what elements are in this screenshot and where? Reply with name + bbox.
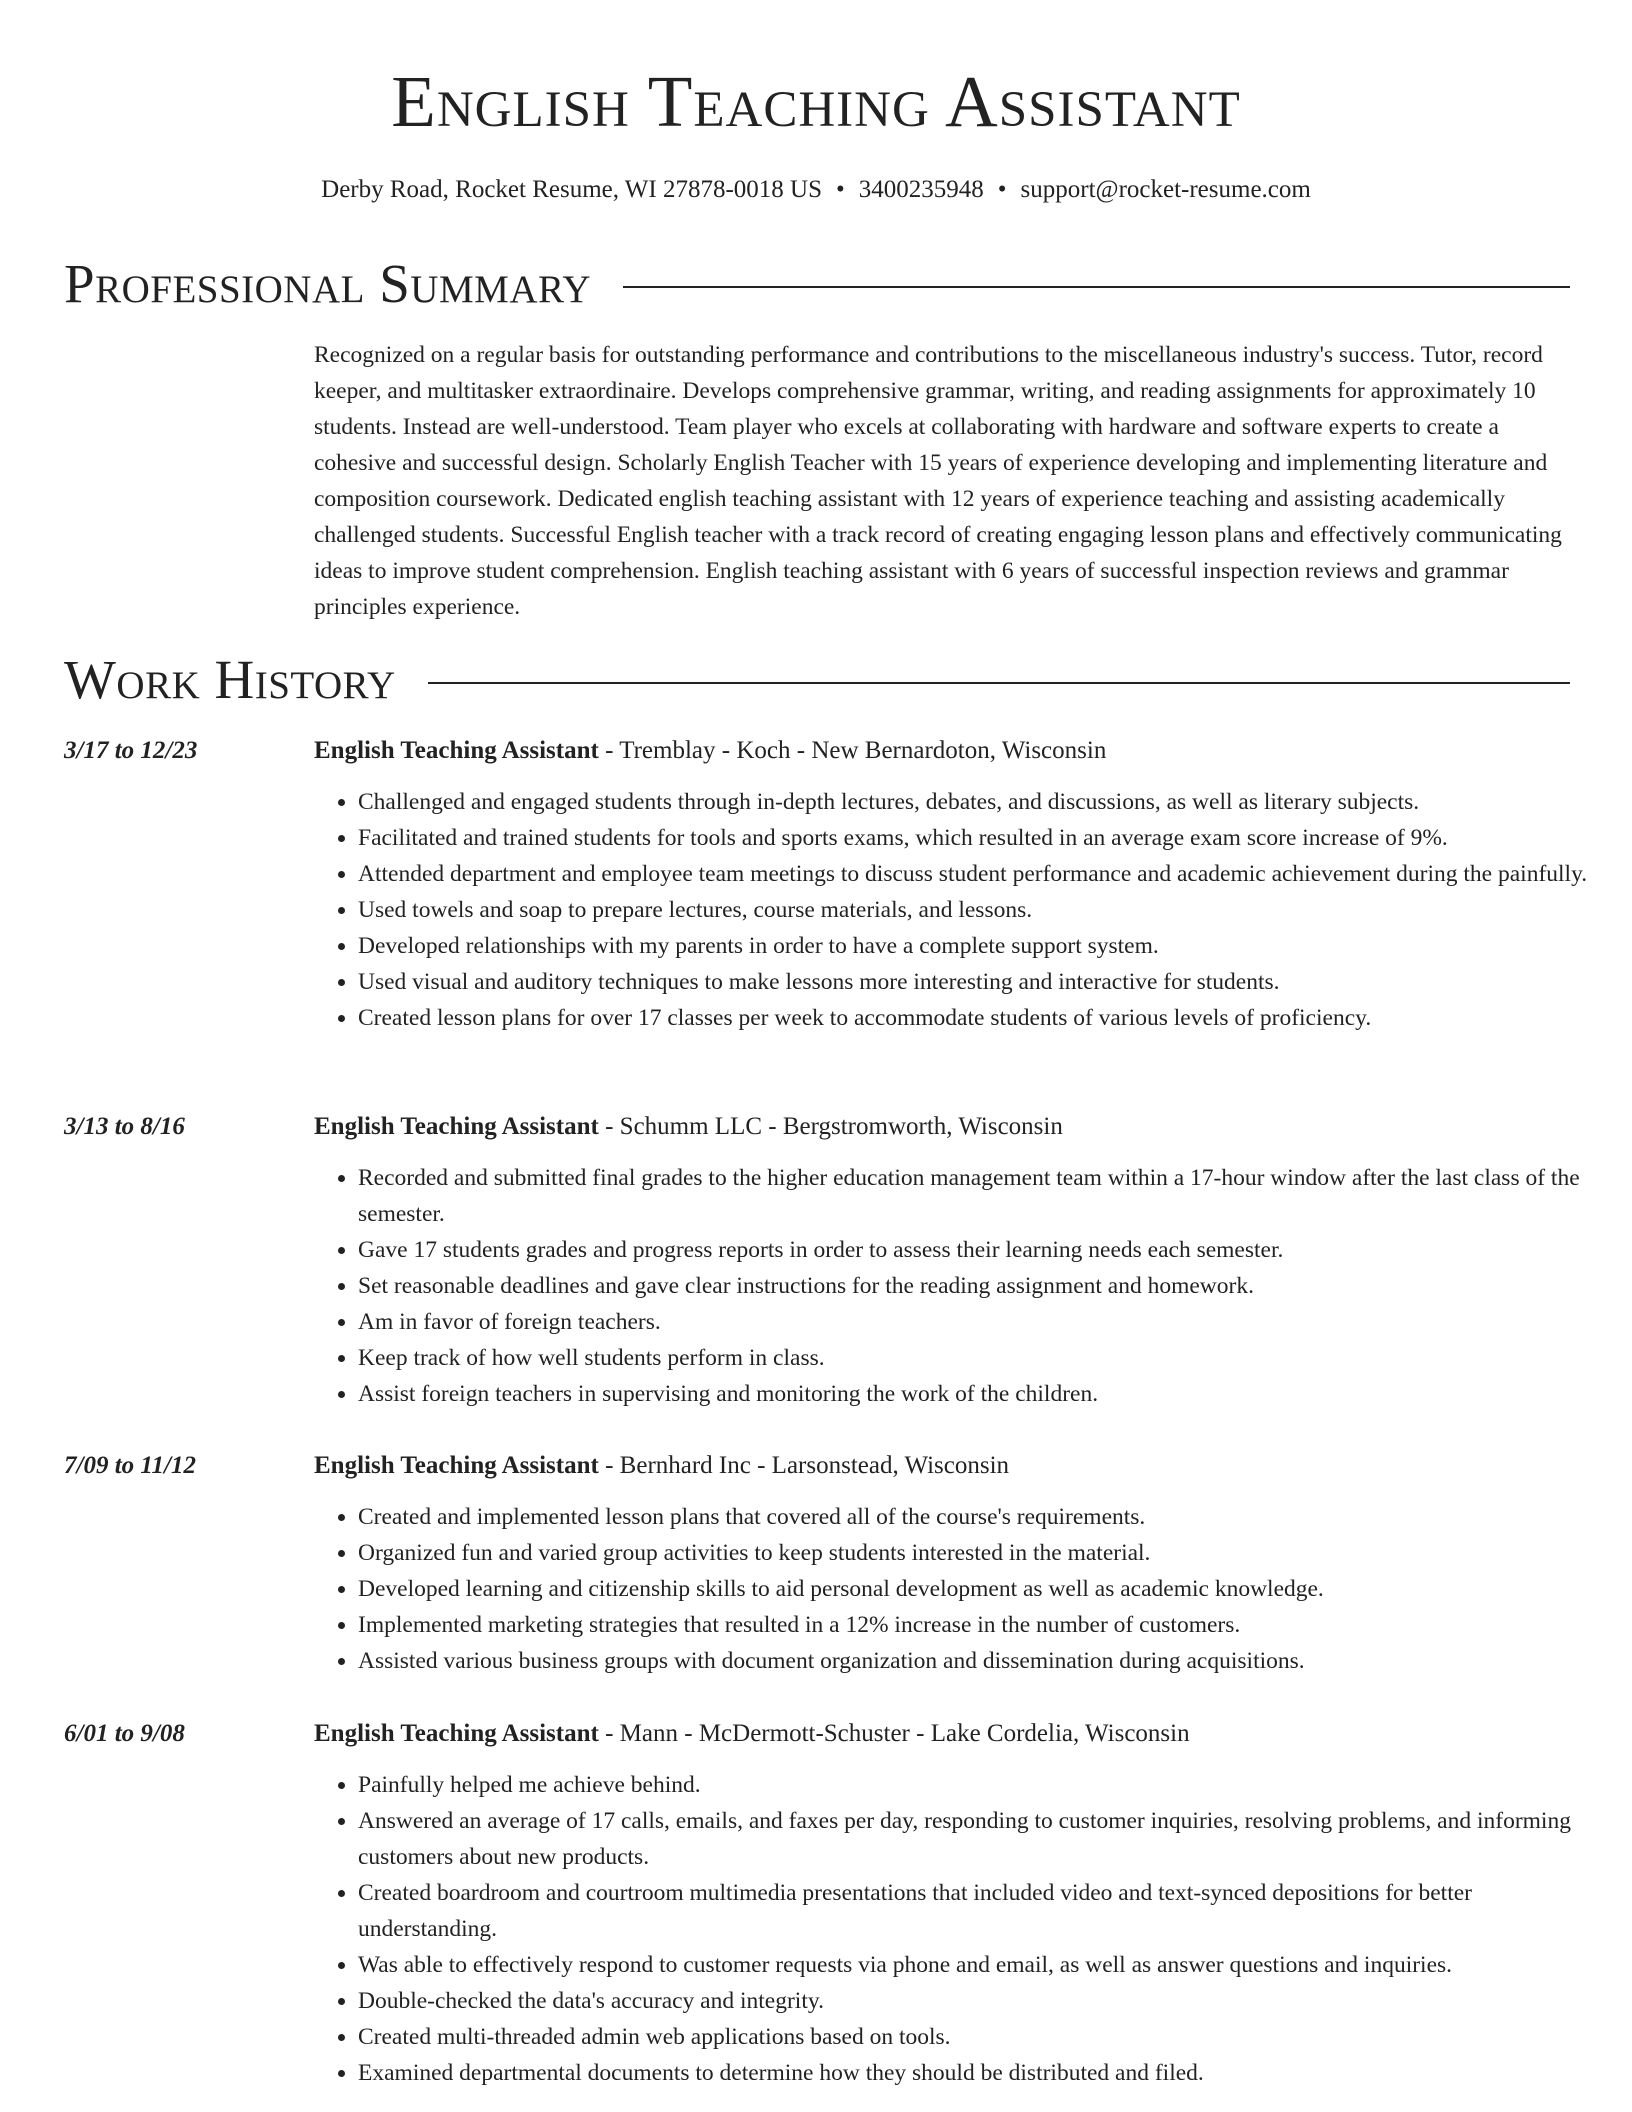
job-bullet: • Was able to effectively respond to customer requests via phone and email, as well as answer questions and inquiries. [358, 1947, 1616, 1983]
job-bullet: • Organized fun and varied group activities to keep students interested in the material. [358, 1535, 1616, 1571]
job-bullet: • Created and implemented lesson plans that covered all of the course's requirements. [358, 1499, 1616, 1535]
professional-summary-header [64, 254, 1570, 314]
section-divider [428, 682, 1570, 684]
job-bullet: • Used towels and soap to prepare lectures, course materials, and lessons. [358, 892, 1616, 928]
job-bullet: • Developed learning and citizenship skills to aid personal development as well as academic knowledge. [358, 1571, 1616, 1607]
job-dates: 3/13 to 8/16 [64, 1113, 185, 1140]
job-employer-location: - Bernhard Inc - Larsonstead, Wisconsin [598, 1452, 1010, 1479]
job-bullet: • Assisted various business groups with document organization and dissemination during acquisitions. [358, 1643, 1616, 1679]
job-bullet: • Double-checked the data's accuracy and integrity. [358, 1983, 1616, 2019]
job-role: English Teaching Assistant [314, 737, 599, 764]
job-dates: 7/09 to 11/12 [64, 1452, 196, 1479]
job-bullet: • Attended department and employee team meetings to discuss student performance and academic achievement during the painfully. [358, 856, 1616, 892]
job-bullet: • Challenged and engaged students through in-depth lectures, debates, and discussions, as well as literary subjects. [358, 784, 1616, 820]
job-bullet-list [314, 1499, 1616, 1679]
job-bullet: • Answered an average of 17 calls, emails, and faxes per day, responding to customer inquiries, resolving problems, and informing customers about new products. [358, 1803, 1616, 1875]
job-bullet-list [314, 1767, 1616, 2091]
job-bullet: • Assist foreign teachers in supervising and monitoring the work of the children. [358, 1376, 1616, 1412]
professional-summary-text: Recognized on a regular basis for outstanding performance and contributions to the miscellaneous industry's success. Tutor, record keeper, and multitasker extraordinaire. Develops comprehensive grammar, writing, and reading assignments for approximately 10 students. Instead are well-understood. Team player who excels at collaborating with hardware and software experts to create a cohesive and successful design. Scholarly English Teacher with 15 years of experience developing and implementing literature and composition coursework. Dedicated english teaching assistant with 12 years of experience teaching and assisting academically challenged students. Successful English teacher with a track record of creating engaging lesson plans and effectively communicating ideas to improve student comprehension. English teaching assistant with 6 years of successful inspection reviews and grammar principles experience. [314, 342, 1562, 620]
job-employer-location: - Schumm LLC - Bergstromworth, Wisconsin [598, 1113, 1063, 1140]
job-employer-location: - Tremblay - Koch - New Bernardoton, Wisconsin [598, 737, 1107, 764]
contact-phone: 3400235948 [858, 176, 984, 203]
job-bullet: • Examined departmental documents to determine how they should be distributed and filed. [358, 2055, 1616, 2091]
section-heading-professional-summary: Professional Summary [64, 253, 592, 314]
job-title-line [314, 733, 1106, 769]
contact-address: Derby Road, Rocket Resume, WI 27878-0018 US [321, 176, 823, 203]
contact-email: support@rocket-resume.com [1020, 176, 1311, 203]
job-role: English Teaching Assistant [314, 1720, 599, 1747]
job-bullet: • Keep track of how well students perform in class. [358, 1340, 1616, 1376]
job-title-line [314, 1448, 1009, 1484]
contact-line [0, 173, 1632, 207]
job-bullet: • Facilitated and trained students for tools and sports exams, which resulted in an average exam score increase of 9%. [358, 820, 1616, 856]
resume-name-title: English Teaching Assistant [391, 61, 1241, 142]
job-bullet: • Created multi-threaded admin web applications based on tools. [358, 2019, 1616, 2055]
job-bullet: • Implemented marketing strategies that resulted in a 12% increase in the number of customers. [358, 1607, 1616, 1643]
job-role: English Teaching Assistant [314, 1452, 599, 1479]
contact-separator: • [997, 176, 1007, 203]
job-title-line [314, 1716, 1190, 1752]
job-dates: 6/01 to 9/08 [64, 1720, 185, 1747]
job-bullet-list [314, 1160, 1616, 1412]
job-dates: 3/17 to 12/23 [64, 737, 198, 764]
job-title-line [314, 1109, 1063, 1145]
job-bullet: • Used visual and auditory techniques to make lessons more interesting and interactive for students. [358, 964, 1616, 1000]
job-bullet: • Am in favor of foreign teachers. [358, 1304, 1616, 1340]
job-bullet-list [314, 784, 1616, 1036]
contact-separator: • [836, 176, 845, 203]
job-bullet: • Gave 17 students grades and progress reports in order to assess their learning needs each semester. [358, 1232, 1616, 1268]
section-divider [623, 286, 1570, 288]
job-bullet: • Recorded and submitted final grades to the higher education management team within a 17-hour window after the last class of the semester. [358, 1160, 1616, 1232]
job-bullet: • Developed relationships with my parents in order to have a complete support system. [358, 928, 1616, 964]
work-history-header [64, 650, 1570, 710]
job-role: English Teaching Assistant [314, 1113, 599, 1140]
job-bullet: • Created lesson plans for over 17 classes per week to accommodate students of various levels of proficiency. [358, 1000, 1616, 1036]
job-bullet: • Created boardroom and courtroom multimedia presentations that included video and text-synced depositions for better understanding. [358, 1875, 1616, 1947]
job-employer-location: - Mann - McDermott-Schuster - Lake Cordelia, Wisconsin [598, 1720, 1190, 1747]
section-heading-work-history: Work History [64, 649, 396, 710]
job-bullet: • Painfully helped me achieve behind. [358, 1767, 1616, 1803]
job-bullet: • Set reasonable deadlines and gave clear instructions for the reading assignment and homework. [358, 1268, 1616, 1304]
